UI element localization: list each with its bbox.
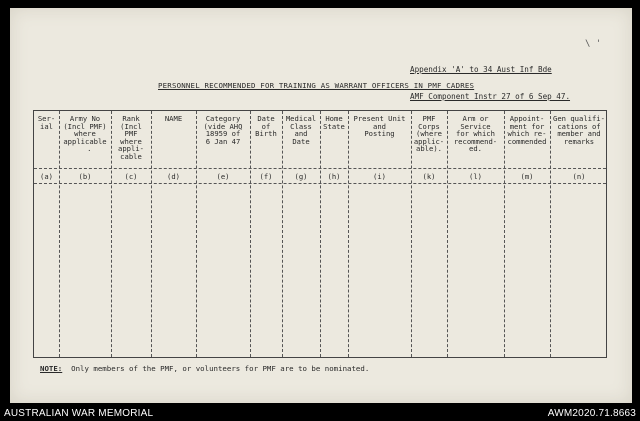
corner-mark: \ ' bbox=[585, 39, 602, 49]
column-letter: (d) bbox=[167, 172, 180, 181]
document-title: PERSONNEL RECOMMENDED FOR TRAINING AS WARRANT OFFICERS IN PMF CADRES bbox=[158, 81, 475, 90]
column-divider bbox=[320, 111, 321, 357]
footer-credit: AUSTRALIAN WAR MEMORIAL bbox=[4, 408, 154, 419]
column-letter: (c) bbox=[124, 172, 138, 181]
footer-accession-number: AWM2020.71.8663 bbox=[547, 408, 636, 419]
column-letter: (m) bbox=[520, 172, 534, 181]
column-divider bbox=[348, 111, 349, 357]
footnote bbox=[40, 364, 369, 373]
column-header: Present Unit and Posting bbox=[353, 114, 406, 139]
column-header: Category (vide AHQ 18959 of 6 Jan 47 bbox=[203, 114, 243, 146]
note-text: Only members of the PMF, or volunteers for PMF are to be nominated. bbox=[62, 364, 370, 373]
column-letter: (h) bbox=[327, 172, 341, 181]
nomination-table bbox=[33, 110, 607, 358]
appendix-line-2: AMF Component Instr 27 of 6 Sep 47. bbox=[410, 92, 571, 101]
column-header: Appoint- ment for which re- commended bbox=[507, 114, 547, 146]
column-letter: (a) bbox=[40, 172, 53, 181]
column-header: Rank (Incl PMF where appli- cable bbox=[118, 114, 144, 161]
column-header: Arm or Service for which recommend- ed. bbox=[453, 114, 498, 154]
column-letter: (l) bbox=[469, 172, 482, 181]
column-header: Date of Birth bbox=[255, 114, 277, 139]
column-letter: (b) bbox=[78, 172, 92, 181]
column-letter: (f) bbox=[259, 172, 273, 181]
column-divider bbox=[250, 111, 251, 357]
column-divider bbox=[550, 111, 551, 357]
column-header: Gen qualifi- cations of member and remarks bbox=[553, 114, 605, 146]
appendix-reference bbox=[410, 47, 570, 110]
column-divider bbox=[282, 111, 283, 357]
column-divider bbox=[504, 111, 505, 357]
column-letter: (n) bbox=[572, 172, 586, 181]
column-divider bbox=[196, 111, 197, 357]
column-divider bbox=[411, 111, 412, 357]
column-letter: (k) bbox=[422, 172, 436, 181]
column-divider bbox=[59, 111, 60, 357]
column-letter: (g) bbox=[294, 172, 308, 181]
column-header: Army No (Incl PMF) where applicable . bbox=[63, 114, 107, 154]
appendix-line-1: Appendix 'A' to 34 Aust Inf Bde bbox=[410, 65, 552, 74]
column-letter: (e) bbox=[216, 172, 230, 181]
column-header: PMF Corps (where applic- able). bbox=[413, 114, 445, 154]
column-divider bbox=[447, 111, 448, 357]
column-header: Ser- ial bbox=[37, 114, 56, 131]
column-divider bbox=[111, 111, 112, 357]
column-header: Home State bbox=[323, 114, 345, 131]
note-label: NOTE: bbox=[40, 364, 63, 373]
column-divider bbox=[151, 111, 152, 357]
column-header: Medical Class and Date bbox=[285, 114, 317, 146]
column-header: NAME bbox=[164, 114, 183, 123]
column-letter: (i) bbox=[373, 172, 386, 181]
